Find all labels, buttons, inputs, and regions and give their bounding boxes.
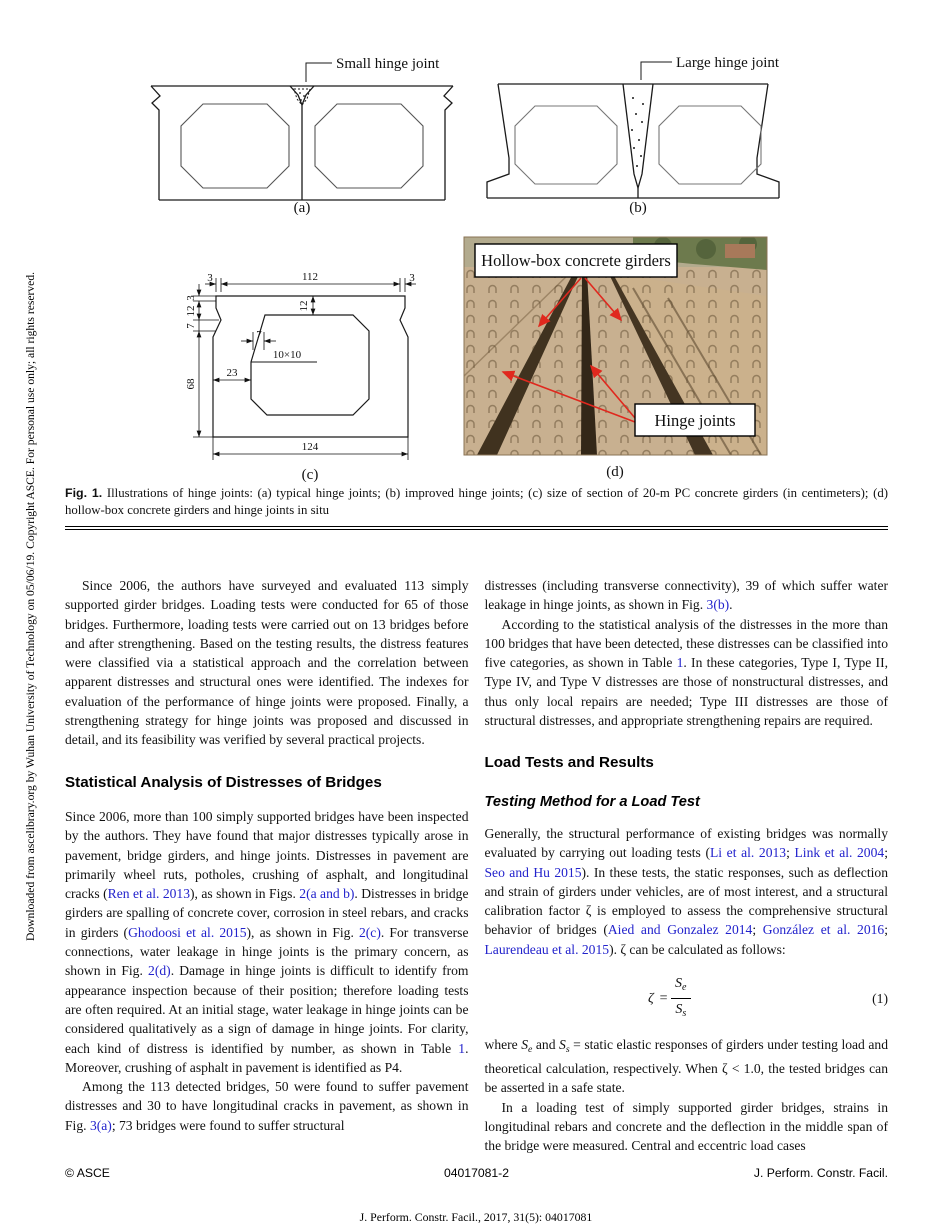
paragraph: Generally, the structural performance of existing bridges was normally evaluated by carrying out loading tests (Li et al. 2013; Link et al. 2004; Seo and Hu 2015). In these tests, the static responses, such as deflection and strain of girders under vehicles, are of most interest, and a structural calibration factor ζ is employed to assess the comprehensive structural behavior of bridges (Aied and Gonzalez 2014; González et al. 2016; Laurendeau et al. 2015). ζ can be calculated as follows: <box>484 825 888 957</box>
dim-top-left-3: 3 <box>207 272 213 284</box>
citation-link[interactable]: Link et al. 2004 <box>794 845 885 861</box>
equation-number: (1) <box>872 991 888 1007</box>
figure-caption <box>65 485 888 519</box>
large-hinge-joint-annotation: Large hinge joint <box>676 55 780 71</box>
figure-1b-improved-hinge-joint-diagram <box>473 48 803 218</box>
citation-link[interactable]: Seo and Hu 2015 <box>484 864 582 880</box>
section-heading-statistical-analysis: Statistical Analysis of Distresses of Bridges <box>65 773 382 791</box>
article-body <box>65 576 888 1155</box>
dim-bottom-124: 124 <box>301 441 319 453</box>
download-notice-text: Downloaded from ascelibrary.org by Wuhan University of Technology on 05/06/19. Copyright ASCE. For personal use only; all rights reserved. <box>24 271 37 941</box>
figure-1a-typical-hinge-joint-diagram <box>137 48 467 218</box>
panel-d-label: (d) <box>606 464 624 480</box>
paragraph: Among the 113 detected bridges, 50 were found to suffer pavement distresses and 30 to have longitudinal cracks in pavement, as shown in Fig. 3(a); 73 bridges were found to suffer structural <box>65 1079 469 1133</box>
citation-link[interactable]: 1 <box>676 655 684 671</box>
footer-copyright: © ASCE <box>65 1166 110 1180</box>
download-notice <box>24 272 37 941</box>
citation-link[interactable]: 2(c) <box>358 924 381 940</box>
figure-1d-girders-photo <box>463 236 773 481</box>
paragraph: Since 2006, more than 100 simply supported bridges have been inspected by the authors. They have found that major distresses typically arose in pavement, bridge girders, and hinge joints. Distresses in pavement are primarily wheel ruts, potholes, crushing of asphalt, and longitudinal cracks (Ren et al. 2013), as shown in Figs. 2(a and b). Distresses in bridge girders are spalling of concrete cover, corrosion in steel rebars, and cracks in girders (Ghodoosi et al. 2015), as shown in Fig. 2(c). For transverse connections, water leakage in hinge joints is the primary concern, as shown in Fig. 2(d). Damage in hinge joints is difficult to identify from appearance inspection because of their position; therefore loading tests are often required. At an initial stage, water leakage in hinge joints can be considered qualitatively as a sign of damage in hinge joints. For clarity, each kind of distress is identified by number, as shown in Table 1. Moreover, crushing of asphalt in pavement is identified as P4. <box>65 808 469 1075</box>
dim-top-right-3: 3 <box>409 272 415 284</box>
dim-left-3: 3 <box>185 295 197 301</box>
dim-top-112: 112 <box>301 271 319 283</box>
dim-inner-7: 7 <box>256 329 262 341</box>
equals-sign: = <box>659 991 668 1007</box>
section-heading-load-tests: Load Tests and Results <box>484 754 654 772</box>
equation-1 <box>485 974 889 1024</box>
dim-inner-12: 12 <box>298 300 310 312</box>
bottom-citation: J. Perform. Constr. Facil., 2017, 31(5): 04017081 <box>359 1210 593 1224</box>
paragraph: According to the statistical analysis of the distresses in the more than 100 bridges that have been detected, these distresses can be classified into five categories, as shown in Table 1. In these categories, Type I, Type II, Type IV, and Type V distresses are those of nonstructural distresses, and thus only local repairs are needed; Type III distresses are those of structural distresses, and appropriate strengthening repairs are required. <box>484 616 888 729</box>
citation-link[interactable]: Ren et al. 2013 <box>107 886 191 902</box>
citation-link[interactable]: 1 <box>458 1040 466 1056</box>
equation-body <box>485 974 855 1024</box>
citation-link[interactable]: 2(a and b) <box>299 886 355 902</box>
paragraph: Since 2006, the authors have surveyed and evaluated 113 simply supported girder bridges. Loading tests were conducted for 65 of those bridges. Furthermore, loading tests were carried out on 13 bridges before and after strengthening. Based on the testing results, the distress features were classified via a statistical approach and the correlation between apparent distresses and structural ones were identified. The indexes for evaluation of the performance of hinge joints were proposed. Finally, a strengthening strategy for hinge joints was proposed and discussed in detail, and its feasibility was verified by several practical projects. <box>65 578 469 748</box>
footer-page-number: 04017081-2 <box>443 1166 510 1180</box>
figure-caption-label: Fig. 1. <box>65 486 103 500</box>
dim-left-68: 68 <box>185 378 197 390</box>
panel-a-label: (a) <box>293 200 311 216</box>
right-column <box>485 576 889 1155</box>
dim-inner-23: 23 <box>226 367 238 379</box>
left-column <box>65 576 469 1155</box>
citation-link[interactable]: Aied and Gonzalez 2014 <box>607 922 753 938</box>
figure-1c-girder-section-drawing <box>165 232 455 482</box>
dim-left-7: 7 <box>185 323 197 329</box>
zeta-symbol: ζ <box>647 991 654 1007</box>
citation-link[interactable]: 2(d) <box>148 963 171 979</box>
paragraph: In a loading test of simply supported girder bridges, strains in longitudinal rebars and concrete and the deflection in the middle span of the bridge were measured. Central and eccentric load cases <box>484 1099 888 1154</box>
fraction <box>671 974 690 1024</box>
subsection-heading-testing-method: Testing Method for a Load Test <box>484 793 700 810</box>
citation-link[interactable]: González et al. 2016 <box>762 922 885 938</box>
citation-link[interactable]: 3(b) <box>706 597 730 613</box>
citation-link[interactable]: 3(a) <box>89 1117 112 1133</box>
fraction-denominator: $S_s$ <box>675 1002 687 1020</box>
figure-caption-text: Illustrations of hinge joints: (a) typical hinge joints; (b) improved hinge joints; (c) size of section of 20-m PC concrete girders (in centimeters); (d) hollow-box concrete girders and hinge joints in situ <box>65 486 888 517</box>
citation-link[interactable]: Laurendeau et al. 2015 <box>484 941 610 957</box>
paragraph: where $S_e$ and $S_s$ = static elastic responses of girders under testing load and theoretical calculation, respectively. When ζ < 1.0, the tested bridges can be asserted in a safe state. <box>484 1036 888 1096</box>
panel-b-label: (b) <box>629 200 647 216</box>
citation-link[interactable]: Li et al. 2013 <box>709 845 787 861</box>
hinge-joints-photo-annotation: Hinge joints <box>654 411 736 430</box>
small-hinge-joint-annotation: Small hinge joint <box>336 56 440 72</box>
figure-1 <box>65 40 888 540</box>
fraction-numerator: $S_e$ <box>671 974 690 999</box>
page-footer <box>65 1166 888 1180</box>
dim-left-12: 12 <box>185 305 197 317</box>
citation-link[interactable]: Ghodoosi et al. 2015 <box>128 924 247 940</box>
footer-journal-name: J. Perform. Constr. Facil. <box>753 1166 888 1180</box>
panel-c-label: (c) <box>301 467 319 482</box>
girders-photo-annotation: Hollow-box concrete girders <box>481 251 671 270</box>
dim-chamfer-10x10: 10×10 <box>272 349 302 361</box>
caption-divider-rule <box>65 526 888 530</box>
paragraph: distresses (including transverse connectivity), 39 of which suffer water leakage in hinge joints, as shown in Fig. 3(b). <box>484 578 888 613</box>
